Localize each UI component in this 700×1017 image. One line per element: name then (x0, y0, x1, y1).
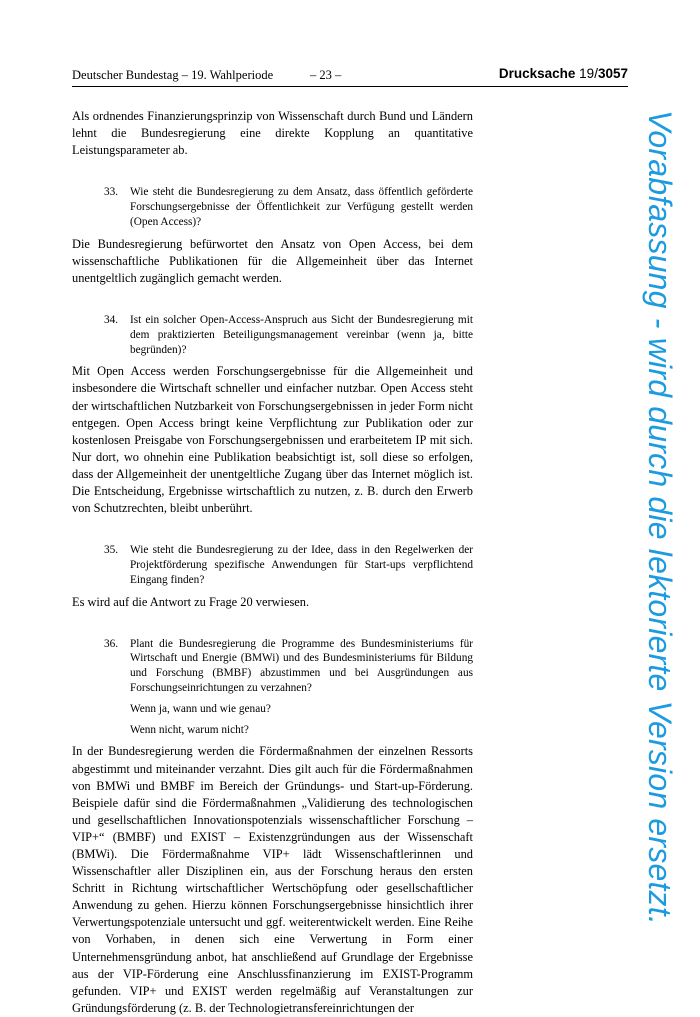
header-drucksache-number: 3057 (597, 66, 628, 81)
question-text: Ist ein solcher Open-Access-Anspruch aus Sicht der Bundesregierung mit dem praktizierten Beteiligungsmanagement vereinbar (wenn ja, bitte begründen)? (130, 313, 473, 356)
question-text: Wie steht die Bundesregierung zu der Idee, dass in den Regelwerken der Projektförderung spezifische Anwendungen für Start-ups verpflichtend Eingang finden? (130, 544, 473, 586)
answer-34: Mit Open Access werden Forschungsergebnisse für die Allgemeinheit und insbesondere die Wirtschaft schneller und einfacher nutzbar. Open Access steht der wirtschaftlichen Nutzbarkeit von Forschungsergebnissen in jeder Form nicht entgegen. Open Access bringt keine Verpflichtung zur Publikation oder zur kostenlosen Preisgabe von Forschungsergebnissen und erarbeitetem IP mit sich. Nur dort, wo ohnehin eine Publikation beabsichtigt ist, soll diese so erfolgen, dass der Allgemeinheit der unentgeltliche Zugang über das Internet möglich ist. Die Entscheidung, Ergebnisse wirtschaftlich zu nutzen, z. B. durch den Erwerb von Schutzrechten, bleibt unberührt. (72, 364, 473, 516)
question-sub-1: Wenn ja, wann und wie genau? (130, 702, 271, 715)
question-33 (72, 185, 473, 229)
answer-33: Die Bundesregierung befürwortet den Ansatz von Open Access, bei dem wissenschaftliche Publikationen für die Allgemeinheit über das Internet unentgeltlich zugänglich gemacht werden. (72, 236, 473, 285)
document-body (72, 108, 473, 1017)
page-number: – 23 – (310, 68, 342, 82)
question-36 (72, 637, 473, 738)
question-number: 33. (104, 186, 119, 199)
question-text: Plant die Bundesregierung die Programme des Bundesministeriums für Wirtschaft und Energie (BMWi) und des Bundesministeriums für Bildung und Forschung (BMBF) abzustimmen und bei Ausgründungen aus Forschungseinrichtungen zu verzahnen? (130, 637, 473, 695)
answer-36: In der Bundesregierung werden die Fördermaßnahmen der einzelnen Ressorts abgestimmt und miteinander verzahnt. Dies gilt auch für die Fördermaßnahmen von BMWi und BMBF im Bereich der Gründungs- und Start-up-Förderung. Beispiele dafür sind die Fördermaßnahmen „Validierung des technologischen und gesellschaftlichen Innovationspotenzials wissenschaftlicher Forschung – VIP+“ (BMBF) und EXIST – Existenzgründungen aus der Wissenschaft (BMWi). Die Fördermaßnahme VIP+ lädt Wissenschaftlerinnen und Wissenschaftler aller Disziplinen ein, aus der Forschung heraus den ersten Schritt in Richtung wirtschaftlicher Wertschöpfung oder gesellschaftlicher Anwendung zu gehen. Hierzu können Forschungsergebnisse hinsichtlich ihrer Verwertungspotenziale untersucht und ggf. weiterentwickelt werden. Eine Reihe von Vorhaben, in denen sich eine Verwertung in Form einer Unternehmensgründung anbot, hat anschließend auf Grundlage der Ergebnisse aus der VIP-Förderung eine Anschlussfinanzierung im EXIST-Programm gefunden. VIP+ und EXIST werden regelmäßig auf Veranstaltungen zur Gründungsförderung (z. B. der Technologietransfereinrichtungen der (72, 744, 473, 1015)
header-drucksache-label: Drucksache (498, 66, 576, 81)
header-rule (72, 86, 628, 87)
question-number: 36. (104, 637, 119, 650)
question-text: Wie steht die Bundesregierung zu dem Ansatz, dass öffentlich geförderte Forschungsergebnisse der Öffentlichkeit zur Verfügung gestellt werden (Open Access)? (130, 186, 473, 228)
header-printed-matter (499, 66, 628, 81)
question-35 (72, 543, 473, 587)
answer-paragraph-intro: Als ordnendes Finanzierungsprinzip von Wissenschaft durch Bund und Ländern lehnt die Bundesregierung eine direkte Kopplung an quantitative Leistungsparameter ab. (72, 109, 473, 158)
question-number: 35. (104, 544, 119, 557)
watermark-text: Vorabfassung - wird durch die lektorierte Version ersetzt. (642, 110, 678, 925)
answer-35: Es wird auf die Antwort zu Frage 20 verwiesen. (72, 594, 310, 609)
question-34 (72, 313, 473, 357)
header-parliament: Deutscher Bundestag – 19. Wahlperiode (72, 68, 274, 82)
page-header (72, 68, 628, 84)
question-number: 34. (104, 313, 119, 326)
question-sub-2: Wenn nicht, warum nicht? (130, 723, 249, 736)
header-drucksache-prefix: 19/ (579, 66, 598, 81)
